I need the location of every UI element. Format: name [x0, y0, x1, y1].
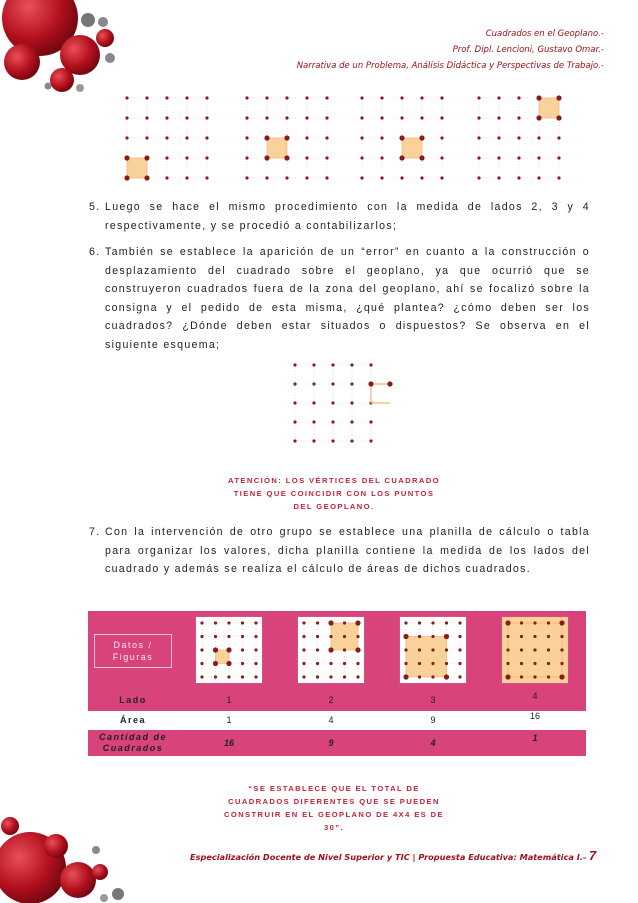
table-cell: 16: [529, 710, 540, 721]
geoplane-peg: [302, 648, 305, 651]
paragraph-5: [89, 198, 590, 235]
geoplane-row: [115, 92, 565, 187]
geoplane-peg: [254, 648, 257, 651]
geoplane-peg: [520, 635, 523, 638]
paragraph-7-number: 7.: [89, 526, 101, 538]
geoplane-peg: [241, 621, 244, 624]
geoplane-peg: [343, 662, 346, 665]
geoplane-peg: [431, 662, 434, 665]
row-label: Área: [119, 715, 146, 725]
geoplane-peg: [458, 662, 461, 665]
geoplane-peg: [537, 136, 540, 139]
geoplane-peg: [213, 661, 218, 666]
geoplane-peg: [533, 662, 536, 665]
geoplane-peg: [316, 675, 319, 678]
decorative-bubbles-top: [0, 0, 135, 100]
geoplane-peg: [329, 675, 332, 678]
geoplane-peg: [205, 176, 208, 179]
geoplane-peg: [399, 155, 404, 160]
geoplane-peg: [227, 635, 230, 638]
geoplane-peg: [245, 156, 248, 159]
geoplane-peg: [200, 662, 203, 665]
geoplane-peg: [350, 401, 353, 404]
geoplane-square: [267, 138, 287, 158]
geoplane-peg: [245, 96, 248, 99]
geoplane-peg: [533, 675, 536, 678]
geoplane-peg: [284, 155, 289, 160]
geoplane-peg: [557, 176, 560, 179]
geoplane-peg: [331, 401, 334, 404]
table-cell: 4: [430, 738, 436, 749]
conclusion-callout: “SE ESTABLECE QUE EL TOTAL DE CUADRADOS DIFERENTES QUE SE PUEDEN CONSTRUIR EN EL GEOPLANO DE 4X4 ES DE 30”.: [223, 784, 445, 832]
geoplane-peg: [533, 621, 536, 624]
geoplane-peg: [293, 401, 296, 404]
geoplane-peg: [403, 634, 408, 639]
geoplane-peg: [404, 621, 407, 624]
geoplane-peg: [165, 96, 168, 99]
geoplane-peg: [477, 96, 480, 99]
geoplane-peg: [241, 635, 244, 638]
geoplane-peg: [533, 635, 536, 638]
table-figure-cell: [484, 611, 586, 691]
geoplane-peg: [557, 156, 560, 159]
geoplane-peg: [458, 675, 461, 678]
geoplane-peg: [360, 136, 363, 139]
table-header-label: Datos / Figuras: [94, 634, 172, 668]
geoplane-peg: [418, 635, 421, 638]
table-cell: 16: [223, 738, 234, 749]
geoplane-peg: [387, 381, 392, 386]
geoplane-peg: [536, 115, 541, 120]
geoplane-peg: [404, 648, 407, 651]
geoplane-peg: [556, 95, 561, 100]
paragraph-7: [89, 523, 590, 579]
geoplane-peg: [431, 675, 434, 678]
geoplane-peg: [343, 635, 346, 638]
squares-table: [88, 611, 586, 756]
geoplane-peg: [477, 136, 480, 139]
geoplane-peg: [312, 382, 315, 385]
geoplane-peg: [537, 156, 540, 159]
geoplane-peg: [440, 156, 443, 159]
table-geoplane-2: [295, 614, 367, 686]
geoplane-peg: [331, 363, 334, 366]
geoplane-peg: [497, 116, 500, 119]
geoplane-peg: [537, 176, 540, 179]
geoplane-peg: [325, 176, 328, 179]
geoplane-peg: [264, 135, 269, 140]
geoplane-peg: [284, 135, 289, 140]
geoplane-peg: [328, 647, 333, 652]
geoplane-peg: [418, 662, 421, 665]
paragraph-6: [89, 243, 590, 354]
geoplane-peg: [316, 621, 319, 624]
geoplane-peg: [312, 401, 315, 404]
geoplane-peg: [213, 647, 218, 652]
geoplane-peg: [404, 662, 407, 665]
geoplane-peg: [445, 662, 448, 665]
geoplane-peg: [293, 363, 296, 366]
geoplane-peg: [144, 155, 149, 160]
geoplane-peg: [419, 155, 424, 160]
geoplane-peg: [431, 635, 434, 638]
table-geoplane-4: [499, 614, 571, 686]
geoplane-peg: [200, 621, 203, 624]
geoplane-peg: [145, 96, 148, 99]
geoplane-peg: [265, 96, 268, 99]
geoplane-peg: [329, 635, 332, 638]
geoplane-peg: [440, 116, 443, 119]
table-cell: 9: [328, 738, 334, 749]
geoplane-peg: [331, 420, 334, 423]
table-figure-cell: [280, 611, 382, 691]
table-row-lado: [88, 691, 586, 710]
geoplane-peg: [331, 439, 334, 442]
geoplane-peg: [356, 635, 359, 638]
geoplane-peg: [497, 176, 500, 179]
geoplane-peg: [328, 620, 333, 625]
geoplane-peg: [145, 116, 148, 119]
paragraph-6-text: También se establece la aparición de un “error” en cuanto a la construcción o desplazamiento del cuadrado sobre el geoplano, ya que ocurrió que se construyeron cuadrados fuera de la zona del geoplano, ahí se focalizó sobre la consigna y el pedido de esta misma, ¿qué plantea? ¿cómo deben ser los cuadrados? ¿Dónde deben estar situados o dispuestos? Se observa en el siguiente esquema;: [105, 246, 590, 351]
geoplane-peg: [254, 662, 257, 665]
table-row-cantidad: [88, 730, 586, 756]
geoplane-peg: [360, 156, 363, 159]
table-header-cell: [88, 611, 178, 691]
geoplane-peg: [305, 156, 308, 159]
geoplane-peg: [350, 439, 353, 442]
geoplane-peg: [214, 675, 217, 678]
geoplane-peg: [302, 621, 305, 624]
geoplane-square: [127, 158, 147, 178]
geoplane-peg: [380, 176, 383, 179]
geoplane-peg: [536, 95, 541, 100]
table-cell: 4: [532, 691, 538, 701]
geoplane-peg: [506, 662, 509, 665]
table-figure-cell: [178, 611, 280, 691]
geoplane-peg: [302, 635, 305, 638]
geoplane-peg: [560, 648, 563, 651]
geoplane-peg: [264, 155, 269, 160]
geoplane-peg: [547, 675, 550, 678]
table-row-area: [88, 710, 586, 730]
geoplane-peg: [205, 136, 208, 139]
geoplane-peg: [403, 674, 408, 679]
geoplane-peg: [557, 136, 560, 139]
geoplane-peg: [293, 439, 296, 442]
geoplane-peg: [325, 116, 328, 119]
geoplane-peg: [200, 635, 203, 638]
geoplane-peg: [418, 621, 421, 624]
geoplane-peg: [400, 176, 403, 179]
geoplane-peg: [444, 634, 449, 639]
decorative-bubbles-bottom: [0, 810, 140, 903]
geoplane-peg: [125, 96, 128, 99]
geoplane-peg: [506, 648, 509, 651]
geoplane-peg: [305, 176, 308, 179]
geoplane-peg: [420, 96, 423, 99]
geoplane-peg: [440, 96, 443, 99]
geoplane-peg: [145, 136, 148, 139]
geoplane-peg: [445, 621, 448, 624]
geoplane-peg: [369, 439, 372, 442]
geoplane-peg: [205, 156, 208, 159]
geoplane-peg: [205, 116, 208, 119]
table-cell: 9: [430, 715, 436, 725]
page-header: [297, 26, 604, 74]
geoplane-peg: [245, 176, 248, 179]
geoplane-peg: [547, 648, 550, 651]
row-label: Cantidad de Cuadrados: [98, 732, 167, 754]
geoplane-peg: [124, 175, 129, 180]
geoplane-peg: [285, 96, 288, 99]
geoplane-peg: [369, 420, 372, 423]
geoplane-peg: [400, 96, 403, 99]
geoplane-peg: [418, 675, 421, 678]
geoplane-peg: [185, 156, 188, 159]
geoplane-peg: [497, 156, 500, 159]
geoplane-peg: [559, 674, 564, 679]
geoplane-peg: [356, 662, 359, 665]
geoplane-peg: [477, 176, 480, 179]
table-figures-row: [88, 611, 586, 691]
paragraph-6-number: 6.: [89, 246, 101, 258]
geoplane-peg: [420, 116, 423, 119]
geoplane-peg: [226, 661, 231, 666]
geoplane-peg: [369, 363, 372, 366]
geoplane-peg: [520, 662, 523, 665]
geoplane-peg: [356, 675, 359, 678]
geoplane-square: [539, 98, 559, 118]
table-cell: 1: [226, 715, 232, 725]
geoplane-peg: [165, 116, 168, 119]
geoplane-peg: [305, 116, 308, 119]
geoplane-peg: [343, 648, 346, 651]
geoplane-side-1: [115, 92, 215, 187]
geoplane-peg: [418, 648, 421, 651]
geoplane-peg: [560, 635, 563, 638]
geoplane-peg: [355, 647, 360, 652]
geoplane-peg: [444, 674, 449, 679]
geoplane-peg: [165, 136, 168, 139]
geoplane-peg: [125, 136, 128, 139]
geoplane-peg: [517, 176, 520, 179]
geoplane-peg: [445, 648, 448, 651]
geoplane-peg: [547, 635, 550, 638]
geoplane-peg: [360, 96, 363, 99]
geoplane-peg: [227, 675, 230, 678]
geoplane-peg: [165, 176, 168, 179]
geoplane-peg: [305, 96, 308, 99]
geoplane-peg: [312, 420, 315, 423]
geoplane-peg: [285, 116, 288, 119]
geoplane-peg: [214, 621, 217, 624]
geoplane-peg: [458, 621, 461, 624]
geoplane-peg: [185, 136, 188, 139]
geoplane-peg: [312, 439, 315, 442]
geoplane-peg: [185, 176, 188, 179]
geoplane-peg: [505, 620, 510, 625]
geoplane-peg: [380, 96, 383, 99]
table-geoplane-1: [193, 614, 265, 686]
geoplane-peg: [458, 648, 461, 651]
geoplane-peg: [380, 136, 383, 139]
paragraph-7-text: Con la intervención de otro grupo se establece una planilla de cálculo o tabla para organizar los valores, dicha planilla contiene la medida de los lados del cuadrado y además se realiza el cálculo de áreas de dichos cuadrados.: [105, 526, 590, 575]
geoplane-square: [216, 650, 230, 664]
geoplane-peg: [305, 136, 308, 139]
geoplane-peg: [343, 675, 346, 678]
geoplane-peg: [241, 648, 244, 651]
geoplane-peg: [517, 156, 520, 159]
geoplane-peg: [350, 420, 353, 423]
geoplane-peg: [517, 116, 520, 119]
geoplane-peg: [241, 662, 244, 665]
geoplane-peg: [477, 156, 480, 159]
table-cell: 1: [226, 695, 232, 706]
geoplane-peg: [144, 175, 149, 180]
geoplane-peg: [368, 381, 373, 386]
geoplane-peg: [316, 635, 319, 638]
geoplane-peg: [125, 116, 128, 119]
geoplane-peg: [214, 635, 217, 638]
geoplane-peg: [254, 635, 257, 638]
geoplane-peg: [497, 96, 500, 99]
attention-callout: ATENCIÓN: LOS VÉRTICES DEL CUADRADO TIENE QUE COINCIDIR CON LOS PUNTOS DEL GEOPLANO.: [228, 476, 440, 511]
geoplane-peg: [547, 662, 550, 665]
geoplane-side-2: [235, 92, 335, 187]
geoplane-peg: [293, 382, 296, 385]
geoplane-peg: [165, 156, 168, 159]
geoplane-peg: [440, 176, 443, 179]
geoplane-peg: [316, 662, 319, 665]
geoplane-peg: [477, 116, 480, 119]
paragraph-5-number: 5.: [89, 201, 101, 213]
geoplane-peg: [329, 662, 332, 665]
header-author: Prof. Dipl. Lencioni, Gustavo Omar.-: [452, 45, 604, 55]
geoplane-peg: [316, 648, 319, 651]
geoplane-peg: [325, 156, 328, 159]
geoplane-peg: [265, 116, 268, 119]
geoplane-peg: [185, 116, 188, 119]
geoplane-peg: [400, 116, 403, 119]
geoplane-peg: [226, 647, 231, 652]
geoplane-peg: [380, 156, 383, 159]
geoplane-peg: [505, 674, 510, 679]
geoplane-peg: [420, 176, 423, 179]
geoplane-peg: [533, 648, 536, 651]
geoplane-peg: [302, 675, 305, 678]
geoplane-peg: [285, 176, 288, 179]
geoplane-peg: [520, 621, 523, 624]
geoplane-peg: [254, 621, 257, 624]
geoplane-peg: [185, 96, 188, 99]
geoplane-peg: [360, 176, 363, 179]
geoplane-peg: [302, 662, 305, 665]
page-number: 7: [589, 848, 597, 863]
geoplane-peg: [355, 620, 360, 625]
geoplane-peg: [350, 363, 353, 366]
geoplane-peg: [431, 621, 434, 624]
geoplane-peg: [520, 648, 523, 651]
geoplane-peg: [520, 675, 523, 678]
geoplane-peg: [331, 382, 334, 385]
geoplane-peg: [399, 135, 404, 140]
table-cell: 2: [328, 695, 334, 706]
geoplane-peg: [497, 136, 500, 139]
geoplane-peg: [293, 420, 296, 423]
geoplane-square: [402, 138, 422, 158]
paragraph-5-text: Luego se hace el mismo procedimiento con la medida de lados 2, 3 y 4 respectivamente, y se procedió a contabilizarlos;: [105, 201, 590, 232]
geoplane-peg: [506, 635, 509, 638]
geoplane-peg: [517, 96, 520, 99]
geoplane-side-3: [350, 92, 450, 187]
geoplane-square: [406, 637, 447, 678]
geoplane-peg: [517, 136, 520, 139]
geoplane-peg: [124, 155, 129, 160]
geoplane-error-diagram: [285, 355, 395, 455]
geoplane-peg: [380, 116, 383, 119]
geoplane-peg: [227, 621, 230, 624]
geoplane-peg: [556, 115, 561, 120]
table-cell: 3: [430, 695, 436, 706]
geoplane-peg: [559, 620, 564, 625]
row-label: Lado: [119, 695, 147, 706]
footer-text: Especialización Docente de Nivel Superior y TIC | Propuesta Educativa: Matemática I.-: [190, 852, 587, 862]
geoplane-peg: [265, 176, 268, 179]
table-cell: 4: [328, 715, 334, 725]
geoplane-peg: [200, 675, 203, 678]
geoplane-peg: [343, 621, 346, 624]
geoplane-peg: [431, 648, 434, 651]
geoplane-peg: [312, 363, 315, 366]
geoplane-peg: [547, 621, 550, 624]
geoplane-peg: [200, 648, 203, 651]
geoplane-peg: [254, 675, 257, 678]
geoplane-peg: [325, 136, 328, 139]
geoplane-peg: [360, 116, 363, 119]
table-figure-cell: [382, 611, 484, 691]
geoplane-peg: [325, 96, 328, 99]
header-subtitle: Narrativa de un Problema, Análisis Didáctica y Perspectivas de Trabajo.-: [296, 61, 604, 71]
geoplane-peg: [419, 135, 424, 140]
geoplane-peg: [560, 662, 563, 665]
geoplane-peg: [458, 635, 461, 638]
misplaced-square-edge: [371, 384, 390, 403]
table-cell: 1: [532, 732, 538, 743]
geoplane-peg: [241, 675, 244, 678]
geoplane-peg: [440, 136, 443, 139]
geoplane-peg: [245, 136, 248, 139]
header-title: Cuadrados en el Geoplano.-: [485, 29, 604, 39]
table-geoplane-3: [397, 614, 469, 686]
geoplane-peg: [350, 382, 353, 385]
geoplane-peg: [205, 96, 208, 99]
geoplane-side-4: [467, 92, 567, 187]
geoplane-peg: [245, 116, 248, 119]
